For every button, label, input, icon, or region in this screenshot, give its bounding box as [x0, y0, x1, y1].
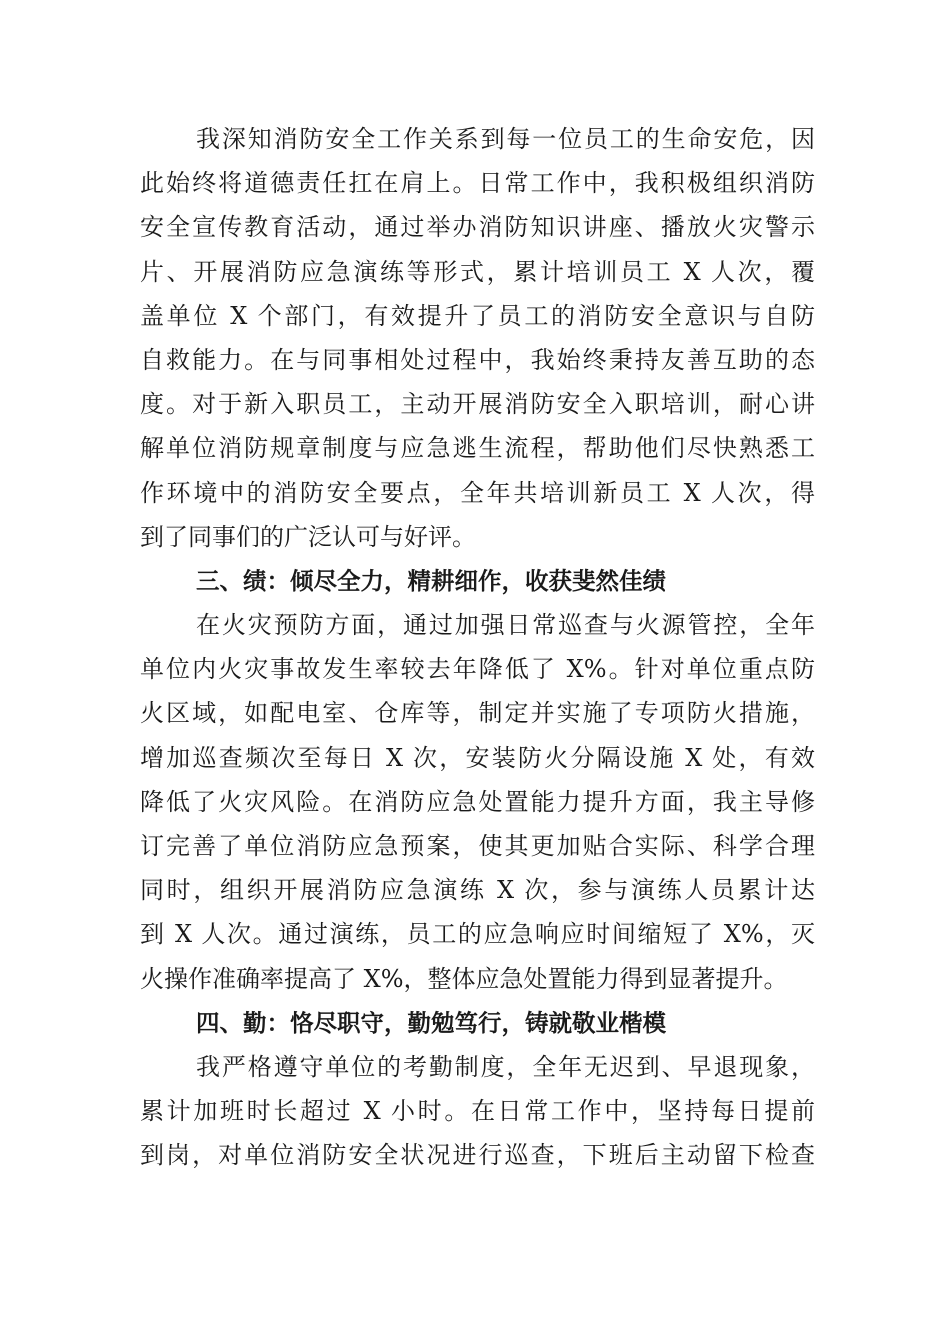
text-line: 同时，组织开展消防应急演练 X 次，参与演练人员累计达 — [140, 876, 815, 905]
text-line: 自救能力。在与同事相处过程中，我始终秉持友善互助的态 — [140, 345, 815, 374]
paragraph-ethics — [140, 117, 815, 559]
text-line: 订完善了单位消防应急预案，使其更加贴合实际、科学合理 — [140, 832, 815, 860]
text-line: 单位内火灾事故发生率较去年降低了 X%。针对单位重点防 — [140, 655, 815, 684]
text-line: 降低了火灾风险。在消防应急处置能力提升方面，我主导修 — [140, 787, 815, 816]
text-line: 在火灾预防方面，通过加强日常巡查与火源管控，全年 — [196, 611, 815, 640]
text-line: 到岗，对单位消防安全状况进行巡查，下班后主动留下检查 — [140, 1141, 815, 1170]
text-line: 此始终将道德责任扛在肩上。日常工作中，我积极组织消防 — [140, 169, 815, 198]
text-line: 我深知消防安全工作关系到每一位员工的生命安危，因 — [196, 125, 815, 153]
text-line: 累计加班时长超过 X 小时。在日常工作中，坚持每日提前 — [140, 1097, 815, 1126]
paragraph-achievements — [140, 603, 815, 1001]
section-heading-diligence: 四、勤：恪尽职守，勤勉笃行，铸就敬业楷模 — [196, 1008, 666, 1037]
text-line: 安全宣传教育活动，通过举办消防知识讲座、播放火灾警示 — [140, 213, 815, 242]
text-line: 我严格遵守单位的考勤制度，全年无迟到、早退现象， — [196, 1052, 815, 1081]
text-line: 增加巡查频次至每日 X 次，安装防火分隔设施 X 处，有效 — [140, 743, 815, 772]
text-line: 到 X 人次。通过演练，员工的应急响应时间缩短了 X%，灭 — [140, 920, 815, 949]
text-line: 解单位消防规章制度与应急逃生流程，帮助他们尽快熟悉工 — [140, 434, 815, 463]
text-line: 片、开展消防应急演练等形式，累计培训员工 X 人次，覆 — [140, 257, 815, 286]
text-line: 作环境中的消防安全要点，全年共培训新员工 X 人次，得 — [140, 478, 815, 507]
document-body — [140, 117, 815, 1178]
text-line: 到了同事们的广泛认可与好评。 — [140, 522, 476, 551]
paragraph-diligence — [140, 1045, 815, 1178]
text-line: 火操作准确率提高了 X%，整体应急处置能力得到显著提升。 — [140, 964, 788, 993]
text-line: 盖单位 X 个部门，有效提升了员工的消防安全意识与自防 — [140, 301, 815, 330]
section-heading-achievements: 三、绩：倾尽全力，精耕细作，收获斐然佳绩 — [196, 566, 666, 595]
text-line: 度。对于新入职员工，主动开展消防安全入职培训，耐心讲 — [140, 390, 815, 419]
text-line: 火区域，如配电室、仓库等，制定并实施了专项防火措施， — [140, 699, 815, 728]
